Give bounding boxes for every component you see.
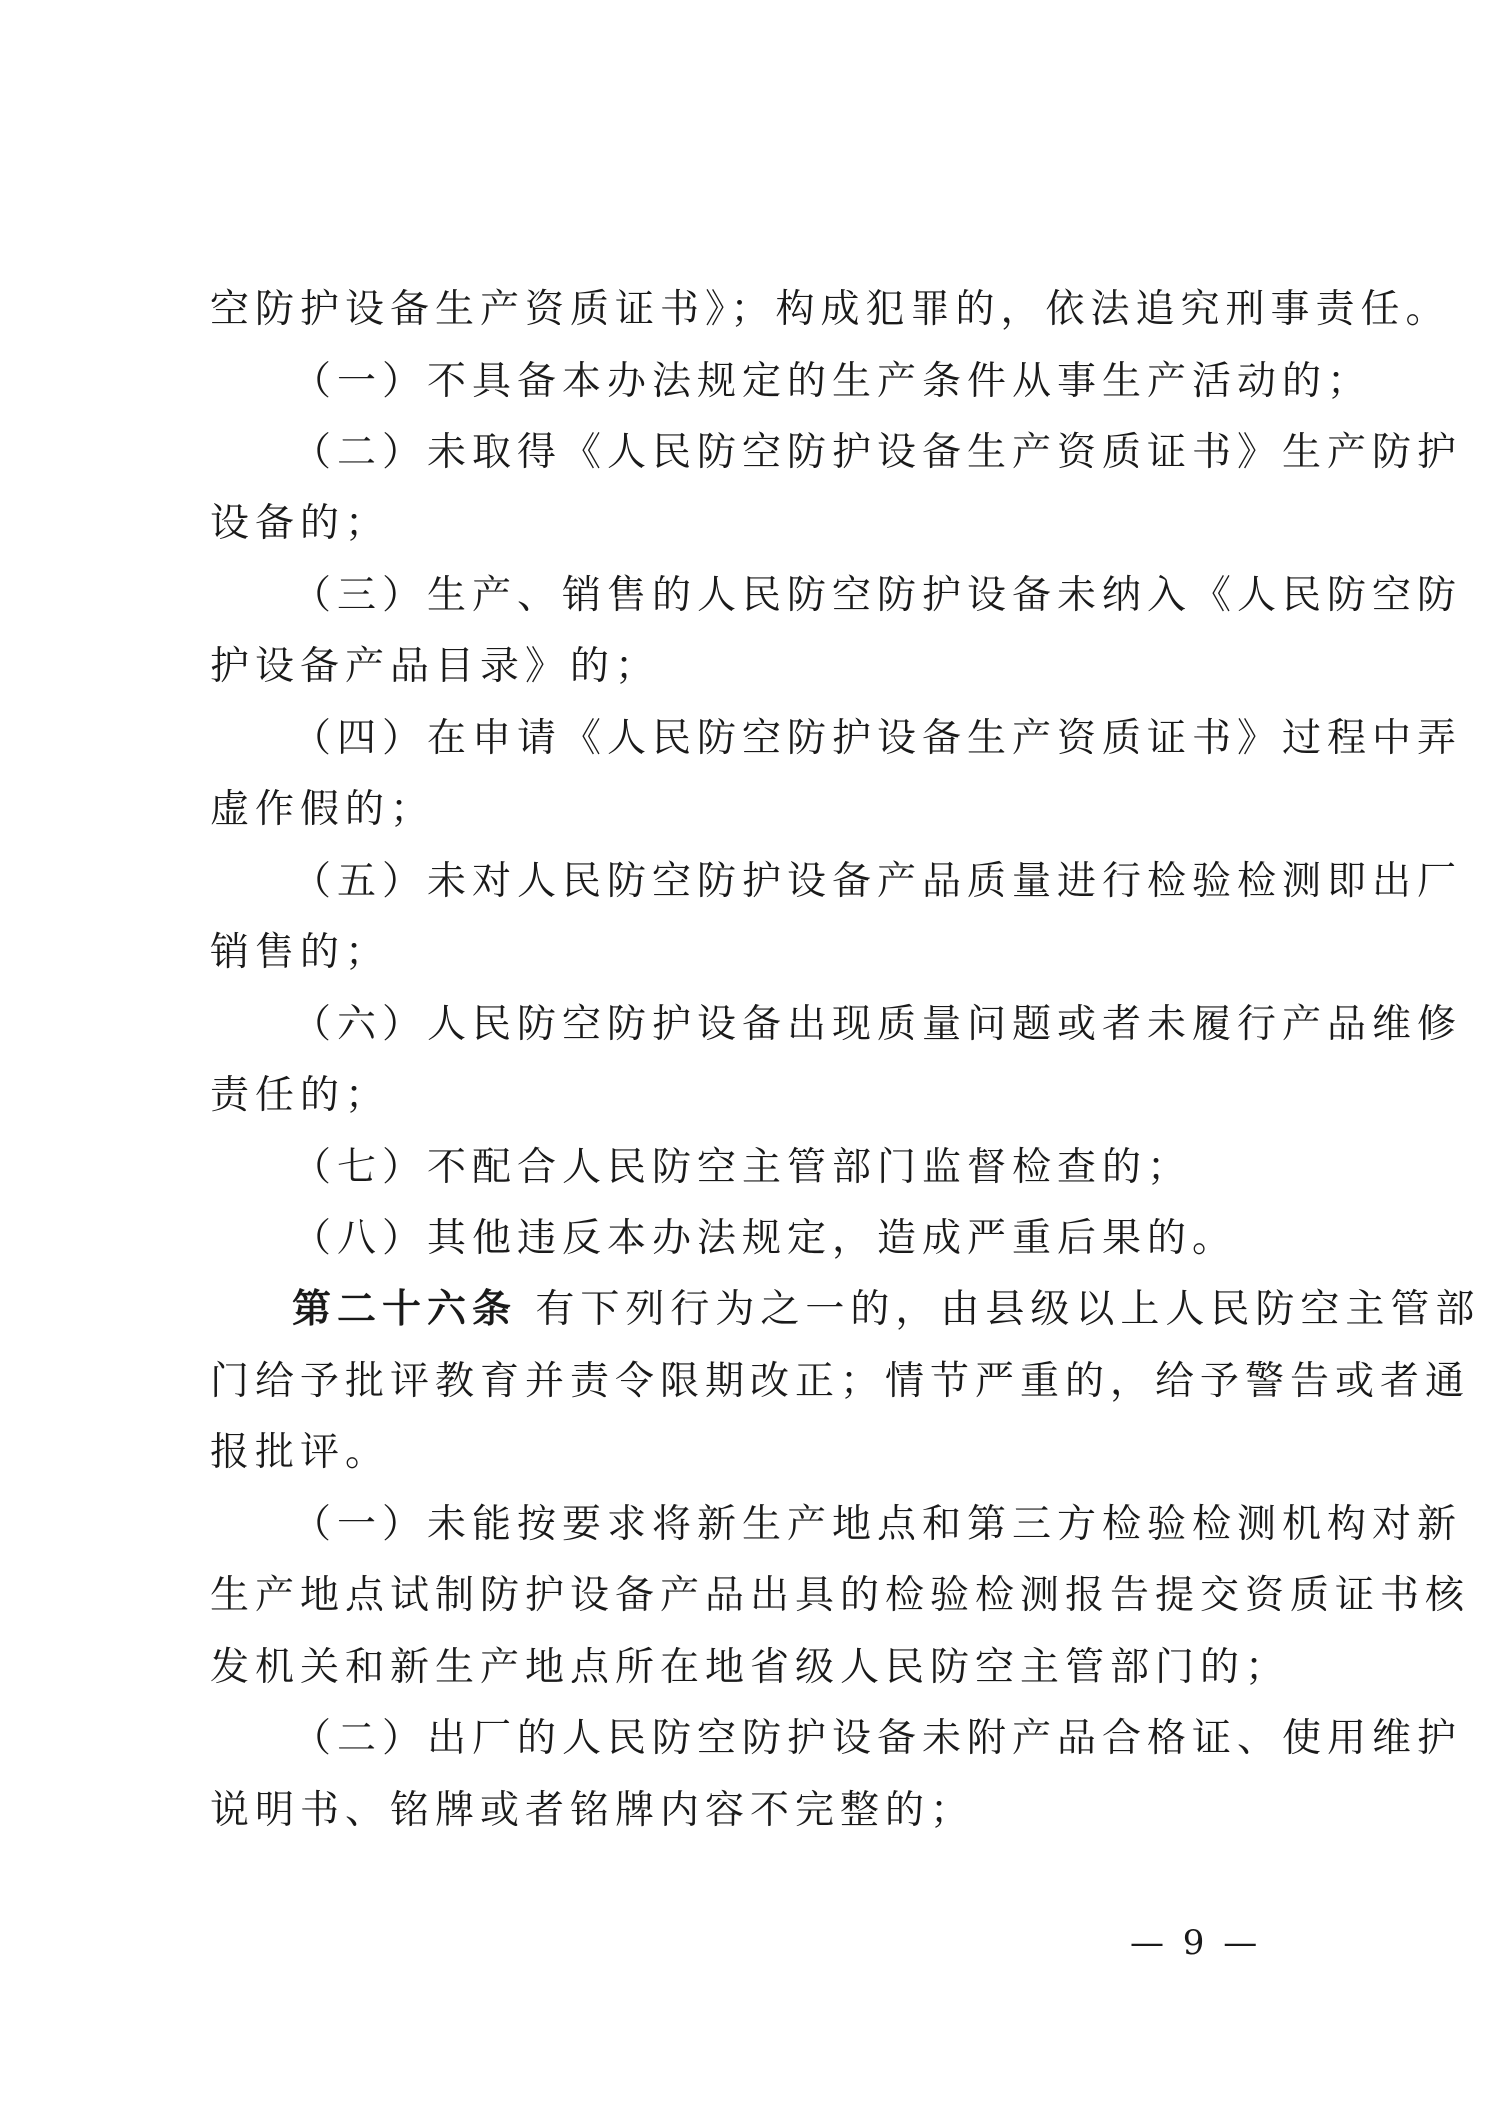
list-item: （二）未取得《人民防空防护设备生产资质证书》生产防护 <box>292 430 1463 475</box>
list-item: （四）在申请《人民防空防护设备生产资质证书》过程中弄 <box>292 716 1463 761</box>
text-line: 门给予批评教育并责令限期改正；情节严重的，给予警告或者通 <box>210 1359 1471 1404</box>
text-line: 销售的； <box>210 930 391 975</box>
text-line: 说明书、铭牌或者铭牌内容不完整的； <box>210 1788 976 1833</box>
text-line: 发机关和新生产地点所在地省级人民防空主管部门的； <box>210 1645 1291 1690</box>
list-item: （二）出厂的人民防空防护设备未附产品合格证、使用维护 <box>292 1716 1463 1761</box>
text-line: 空防护设备生产资质证书》；构成犯罪的，依法追究刑事责任。 <box>210 287 1451 332</box>
text-line: 虚作假的； <box>210 787 436 832</box>
list-item: （一）不具备本办法规定的生产条件从事生产活动的； <box>292 359 1373 404</box>
list-item: （六）人民防空防护设备出现质量问题或者未履行产品维修 <box>292 1002 1463 1047</box>
article-heading: 第二十六条 <box>292 1287 518 1332</box>
list-item: （三）生产、销售的人民防空防护设备未纳入《人民防空防 <box>292 573 1463 618</box>
page-number: — 9 — <box>1130 1923 1262 1963</box>
text-line: 报批评。 <box>210 1430 391 1475</box>
text-line: 设备的； <box>210 501 391 546</box>
article-text: 有下列行为之一的，由县级以上人民防空主管部 <box>535 1287 1481 1332</box>
article-26-first-line <box>292 1285 1481 1335</box>
list-item: （八）其他违反本办法规定，造成严重后果的。 <box>292 1216 1238 1261</box>
list-item: （一）未能按要求将新生产地点和第三方检验检测机构对新 <box>292 1502 1463 1547</box>
text-line: 护设备产品目录》的； <box>210 644 661 689</box>
text-line: 生产地点试制防护设备产品出具的检验检测报告提交资质证书核 <box>210 1573 1471 1618</box>
text-line: 责任的； <box>210 1073 391 1118</box>
list-item: （五）未对人民防空防护设备产品质量进行检验检测即出厂 <box>292 859 1463 904</box>
list-item: （七）不配合人民防空主管部门监督检查的； <box>292 1145 1193 1190</box>
